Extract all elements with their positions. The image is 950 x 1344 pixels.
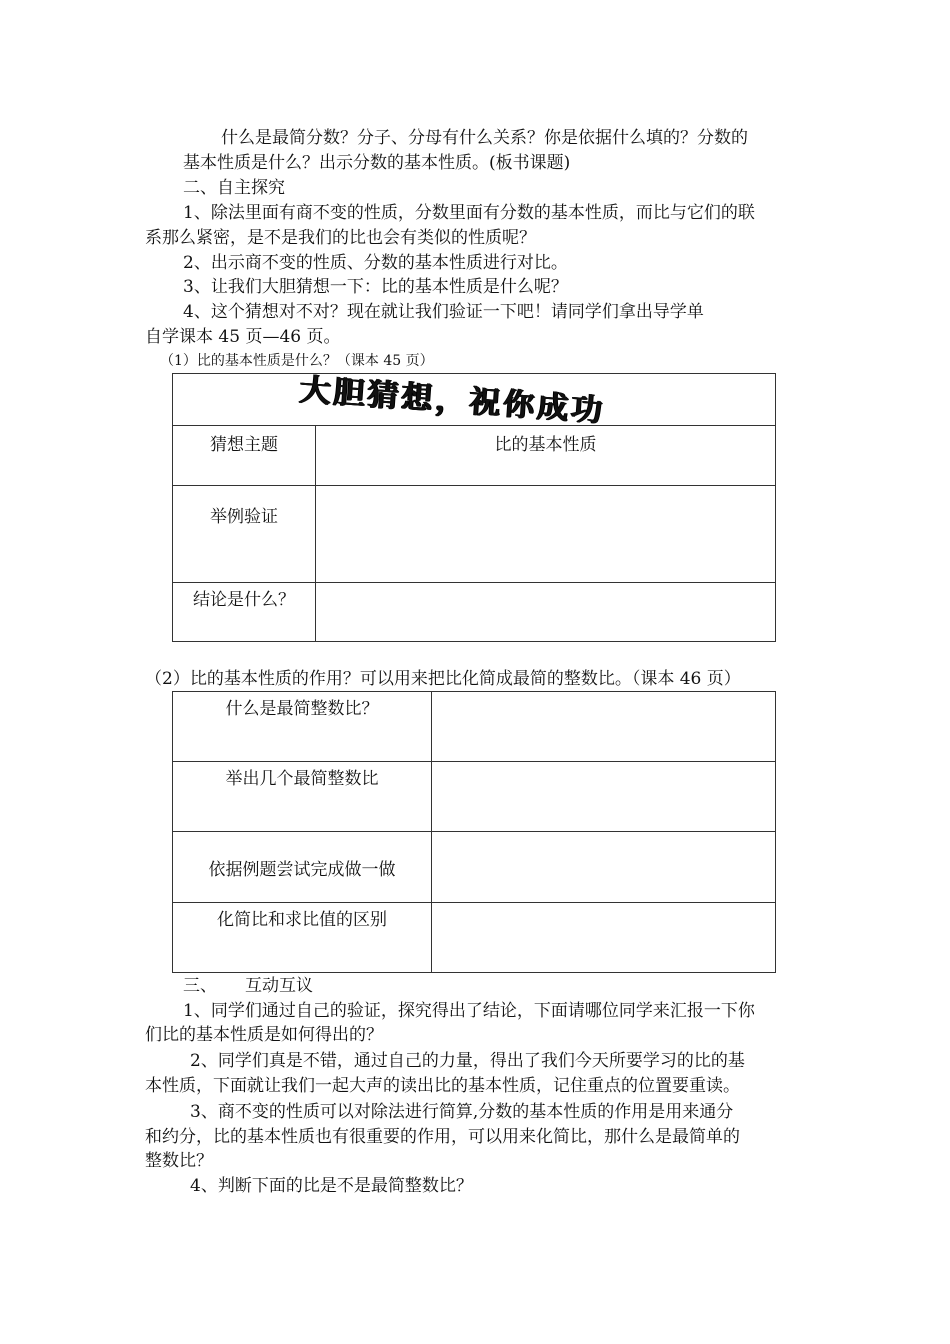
section2-p4-line2: 自学课本 45 页—46 页。 — [145, 327, 341, 347]
section2-p4-line1: 4、这个猜想对不对？现在就让我们验证一下吧！请同学们拿出导学单 — [183, 302, 704, 322]
row-value[interactable] — [432, 903, 776, 973]
intro-line-2: 基本性质是什么？出示分数的基本性质。(板书课题) — [183, 153, 571, 173]
section2-p1-line2: 系那么紧密，是不是我们的比也会有类似的性质呢？ — [145, 228, 536, 248]
section3-p4: 4、判断下面的比是不是最简整数比？ — [190, 1176, 473, 1196]
table-row — [173, 486, 776, 583]
question-2: （2）比的基本性质的作用？可以用来把比化简成最简的整数比。（课本 46 页） — [145, 669, 741, 689]
section2-p3: 3、让我们大胆猜想一下：比的基本性质是什么呢？ — [183, 277, 568, 297]
section3-heading-text: 互动互议 — [245, 976, 313, 996]
intro-line-1: 什么是最简分数？分子、分母有什么关系？你是依据什么填的？分数的 — [221, 128, 748, 148]
section3-p3-line2: 和约分，比的基本性质也有很重要的作用，可以用来化简比，那什么是最简单的 — [145, 1127, 740, 1147]
row-value[interactable] — [432, 762, 776, 832]
question-1: （1）比的基本性质是什么？（课本 45 页） — [160, 353, 434, 369]
row-label: 举例验证 — [173, 486, 316, 583]
section3-heading-number: 三、 — [183, 976, 217, 996]
table-row — [173, 832, 776, 903]
table-row — [173, 426, 776, 486]
row-label: 什么是最简整数比？ — [173, 692, 432, 762]
table-row — [173, 692, 776, 762]
row-label: 化简比和求比值的区别 — [173, 903, 432, 973]
section3-p2-line2: 本性质，下面就让我们一起大声的读出比的基本性质，记住重点的位置要重读。 — [145, 1076, 740, 1096]
section3-p2-line1: 2、同学们真是不错，通过自己的力量，得出了我们今天所要学习的比的基 — [190, 1051, 745, 1071]
section3-p3-line1: 3、商不变的性质可以对除法进行简算,分数的基本性质的作用是用来通分 — [190, 1102, 734, 1122]
row-label: 举出几个最简整数比 — [173, 762, 432, 832]
table-row — [173, 762, 776, 832]
row-label: 猜想主题 — [173, 426, 316, 486]
table-row — [173, 583, 776, 642]
section3-p1-line2: 们比的基本性质是如何得出的？ — [145, 1025, 383, 1045]
table-row — [173, 903, 776, 973]
section2-heading: 二、自主探究 — [183, 178, 285, 198]
row-value[interactable] — [316, 583, 776, 642]
row-label: 依据例题尝试完成做一做 — [173, 832, 432, 903]
banner-title: 大胆猜想，祝你成功 — [298, 372, 607, 430]
row-value: 比的基本性质 — [316, 426, 776, 486]
section2-p2: 2、出示商不变的性质、分数的基本性质进行对比。 — [183, 253, 568, 273]
section3-p3-line3: 整数比？ — [145, 1151, 213, 1171]
row-value[interactable] — [316, 486, 776, 583]
section2-p1-line1: 1、除法里面有商不变的性质，分数里面有分数的基本性质，而比与它们的联 — [183, 203, 755, 223]
section3-p1-line1: 1、同学们通过自己的验证，探究得出了结论，下面请哪位同学来汇报一下你 — [183, 1001, 755, 1021]
table-simplest-ratio — [172, 691, 776, 973]
row-value[interactable] — [432, 692, 776, 762]
row-label: 结论是什么？ — [173, 583, 316, 642]
row-value[interactable] — [432, 832, 776, 903]
